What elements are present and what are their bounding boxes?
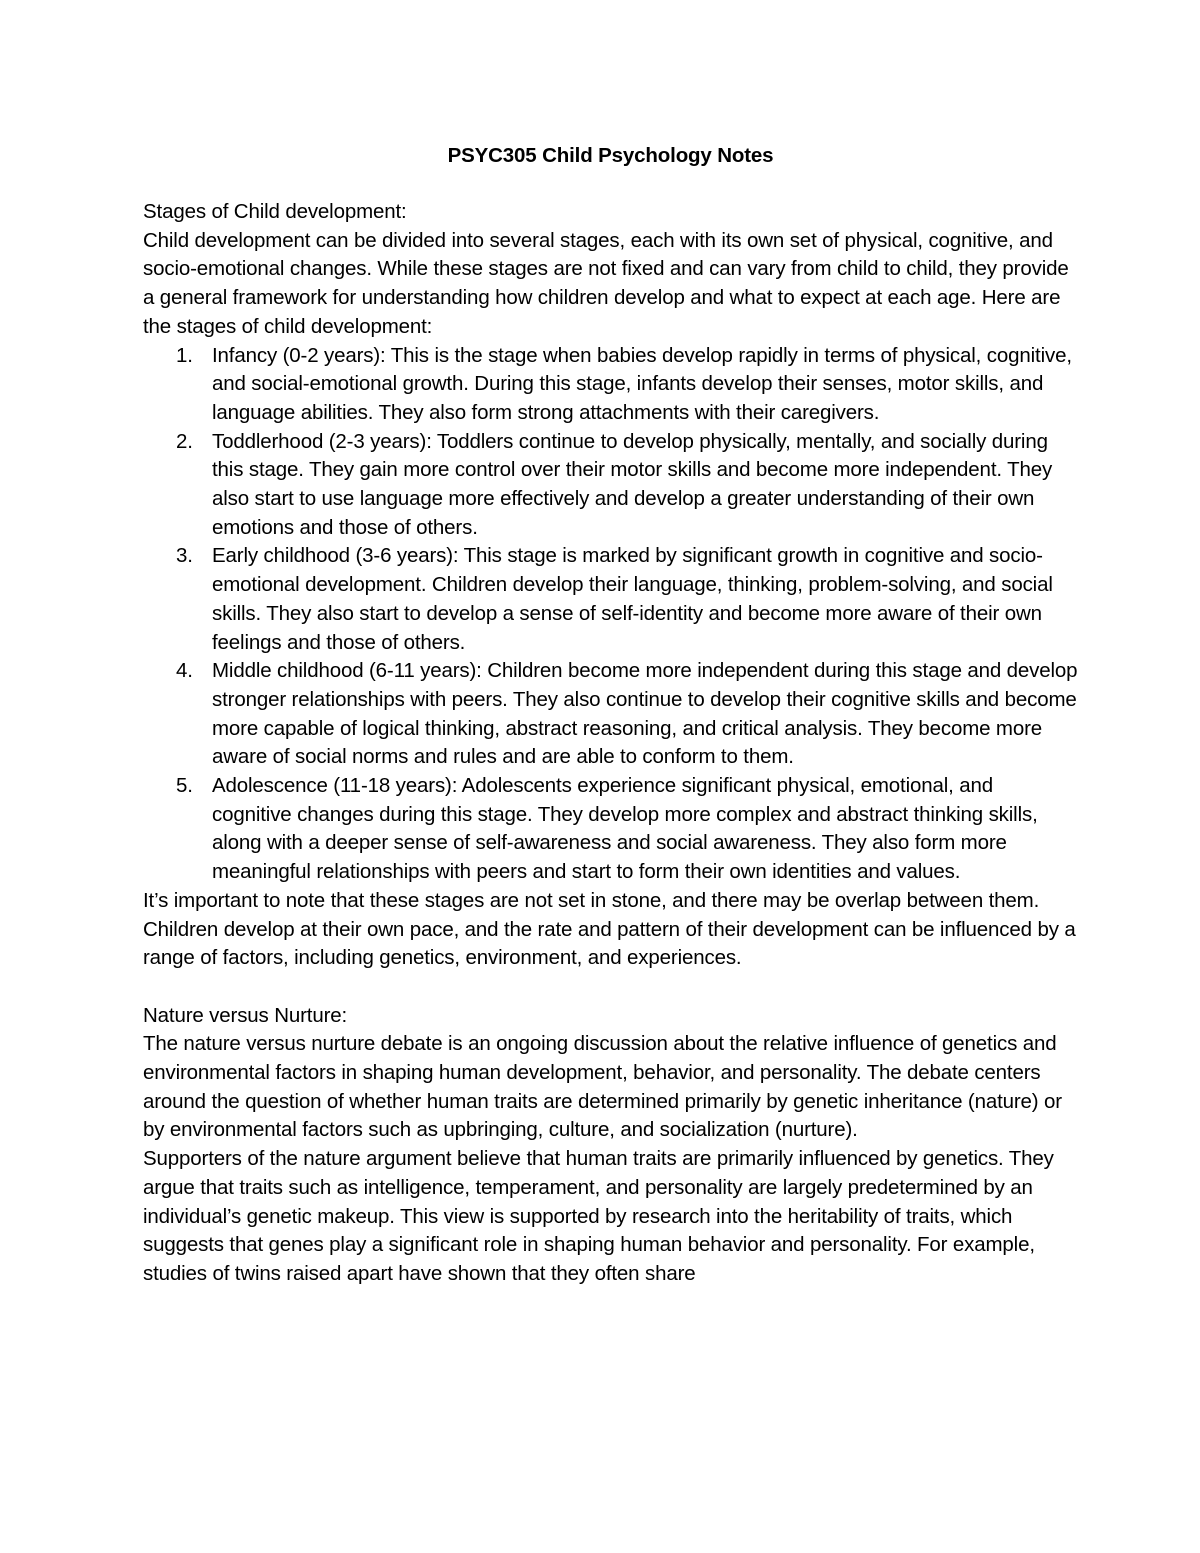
list-number: 1. [176, 343, 193, 367]
stage-item-toddlerhood [143, 428, 1078, 543]
list-item-text: Early childhood (3-6 years): This stage is marked by significant growth in cognitive and socio-emotional development. Children develop their language, thinking, problem-solving, and social skills. They also start to develop a sense of self-identity and become more aware of their own feelings and those of others. [212, 544, 1053, 654]
list-item-text: Infancy (0-2 years): This is the stage when babies develop rapidly in terms of physical, cognitive, and social-emotional growth. During this stage, infants develop their senses, motor skills, and language abilities. They also form strong attachments with their caregivers. [212, 343, 1072, 424]
stage-item-early-childhood [143, 542, 1078, 657]
document-page [143, 140, 1078, 1289]
stages-heading: Stages of Child development: [143, 200, 407, 223]
stages-closing-paragraph: It’s important to note that these stages are not set in stone, and there may be overlap between them. Children develop at their own pace, and the rate and pattern of their development can be influenced by a range of factors, including genetics, environment, and experiences. [143, 888, 1076, 970]
nature-nurture-paragraph-1: The nature versus nurture debate is an ongoing discussion about the relative influence of genetics and environmental factors in shaping human development, behavior, and personality. The debate centers around the question of whether human traits are determined primarily by genetic inheritance (nature) or by environmental factors such as upbringing, culture, and socialization (nurture). [143, 1032, 1062, 1142]
stage-item-adolescence [143, 772, 1078, 887]
list-number: 4. [176, 659, 193, 683]
list-number: 3. [176, 544, 193, 568]
stage-item-middle-childhood [143, 657, 1078, 772]
nature-nurture-heading: Nature versus Nurture: [143, 1003, 348, 1027]
stages-intro-paragraph: Child development can be divided into several stages, each with its own set of physical, cognitive, and socio-emotional changes. While these stages are not fixed and can vary from child to child, they provide a general framework for understanding how children develop and what to expect at each age. Here are the stages of child development: [143, 228, 1069, 338]
document-title: PSYC305 Child Psychology Notes [447, 144, 774, 167]
blank-line [143, 973, 1078, 1002]
stage-item-infancy [143, 342, 1078, 428]
stages-list [143, 342, 1078, 887]
list-number: 2. [176, 429, 193, 453]
list-number: 5. [176, 774, 193, 798]
list-item-text: Toddlerhood (2-3 years): Toddlers continue to develop physically, mentally, and socially during this stage. They gain more control over their motor skills and become more independent. They also start to use language more effectively and develop a greater understanding of their own emotions and those of others. [212, 429, 1053, 539]
nature-nurture-paragraph-2: Supporters of the nature argument believe that human traits are primarily influenced by genetics. They argue that traits such as intelligence, temperament, and personality are largely predetermined by an individual’s genetic makeup. This view is supported by research into the heritability of traits, which suggests that genes play a significant role in shaping human behavior and personality. For example, studies of twins raised apart have shown that they often share [143, 1147, 1054, 1285]
list-item-text: Middle childhood (6-11 years): Children become more independent during this stage and develop stronger relationships with peers. They also continue to develop their cognitive skills and become more capable of logical thinking, abstract reasoning, and critical analysis. They become more aware of social norms and rules and are able to conform to them. [212, 659, 1078, 769]
list-item-text: Adolescence (11-18 years): Adolescents experience significant physical, emotional, and cognitive changes during this stage. They develop more complex and abstract thinking skills, along with a deeper sense of self-awareness and social awareness. They also form more meaningful relationships with peers and start to form their own identities and values. [212, 774, 1038, 884]
